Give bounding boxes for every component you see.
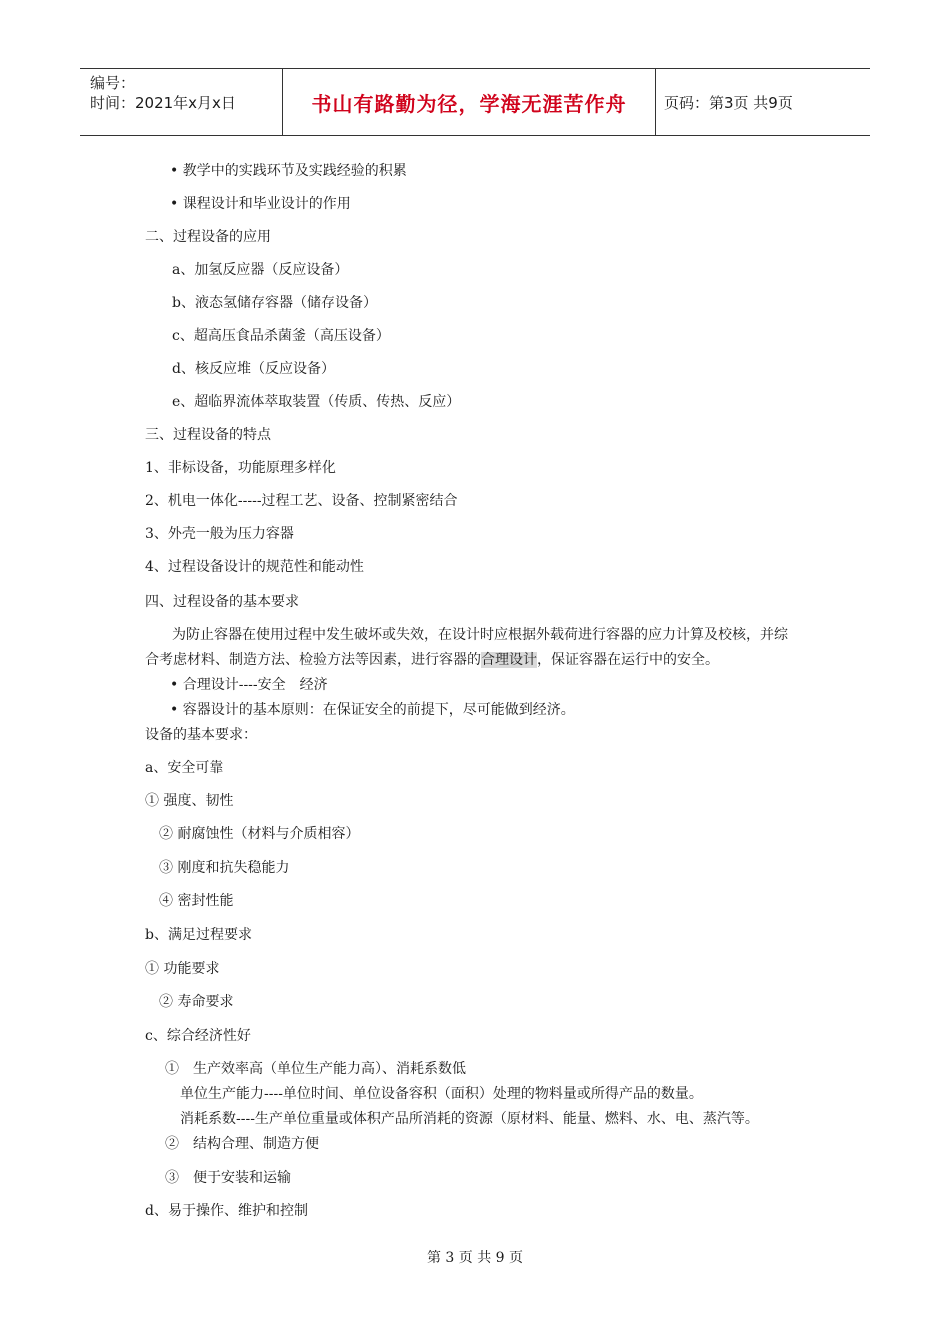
document-number-label: 编号：: [90, 74, 136, 92]
list-item: ② 寿命要求: [159, 994, 234, 1010]
list-item: a、加氢反应器（反应设备）: [172, 262, 349, 278]
list-item: 2、机电一体化-----过程工艺、设备、控制紧密结合: [145, 493, 458, 509]
list-item: ③ 便于安装和运输: [165, 1170, 291, 1186]
paragraph-line: [145, 651, 719, 669]
definition-line: 消耗系数----生产单位重量或体积产品所消耗的资源（原材料、能量、燃料、水、电、蒸汽等。: [180, 1111, 759, 1127]
list-item: ③ 刚度和抗失稳能力: [159, 860, 290, 876]
list-item: ② 结构合理、制造方便: [165, 1136, 319, 1152]
list-item: ① 功能要求: [145, 961, 220, 977]
paragraph-text: 合考虑材料、制造方法、检验方法等因素，进行容器的: [145, 652, 481, 668]
list-item: ① 强度、韧性: [145, 793, 234, 809]
section-heading: 二、过程设备的应用: [145, 229, 271, 245]
document-time-label: 时间：2021年x月x日: [90, 94, 236, 112]
highlighted-text: 合理设计: [481, 652, 537, 668]
page-footer: 第 3 页 共 9 页: [426, 1250, 524, 1266]
list-item: d、核反应堆（反应设备）: [172, 361, 335, 377]
bullet-line: • 容器设计的基本原则：在保证安全的前提下，尽可能做到经济。: [170, 702, 575, 718]
page-header: [80, 68, 870, 136]
list-item: ④ 密封性能: [159, 893, 234, 909]
section-heading: 四、过程设备的基本要求: [145, 594, 299, 610]
list-item: ② 耐腐蚀性（材料与介质相容）: [159, 826, 360, 842]
list-item: ① 生产效率高（单位生产能力高）、消耗系数低: [165, 1061, 466, 1077]
definition-line: 单位生产能力----单位时间、单位设备容积（面积）处理的物料量或所得产品的数量。: [180, 1086, 703, 1102]
section-heading: 三、过程设备的特点: [145, 427, 271, 443]
list-item: a、安全可靠: [145, 760, 224, 776]
header-motto: 书山有路勤为径，学海无涯苦作舟: [311, 91, 627, 116]
list-item: 1、非标设备，功能原理多样化: [145, 460, 336, 476]
subheading: 设备的基本要求：: [145, 727, 257, 743]
header-motto-cell: [283, 69, 656, 135]
bullet-line: • 合理设计----安全 经济: [170, 677, 328, 693]
bullet-line: • 教学中的实践环节及实践经验的积累: [170, 163, 407, 179]
paragraph-text: ，保证容器在运行中的安全。: [537, 652, 719, 668]
paragraph-line: 为防止容器在使用过程中发生破坏或失效，在设计时应根据外载荷进行容器的应力计算及校核，并综: [172, 627, 788, 643]
list-item: c、综合经济性好: [145, 1028, 251, 1044]
list-item: c、超高压食品杀菌釜（高压设备）: [172, 328, 390, 344]
header-left-cell: [80, 69, 283, 135]
list-item: b、满足过程要求: [145, 927, 252, 943]
list-item: b、液态氢储存容器（储存设备）: [172, 295, 377, 311]
list-item: d、易于操作、维护和控制: [145, 1203, 308, 1219]
list-item: e、超临界流体萃取装置（传质、传热、反应）: [172, 394, 461, 410]
list-item: 4、过程设备设计的规范性和能动性: [145, 559, 364, 575]
header-page-info: 页码：第3页 共9页: [664, 93, 793, 112]
bullet-line: • 课程设计和毕业设计的作用: [170, 196, 351, 212]
list-item: 3、外壳一般为压力容器: [145, 526, 294, 542]
